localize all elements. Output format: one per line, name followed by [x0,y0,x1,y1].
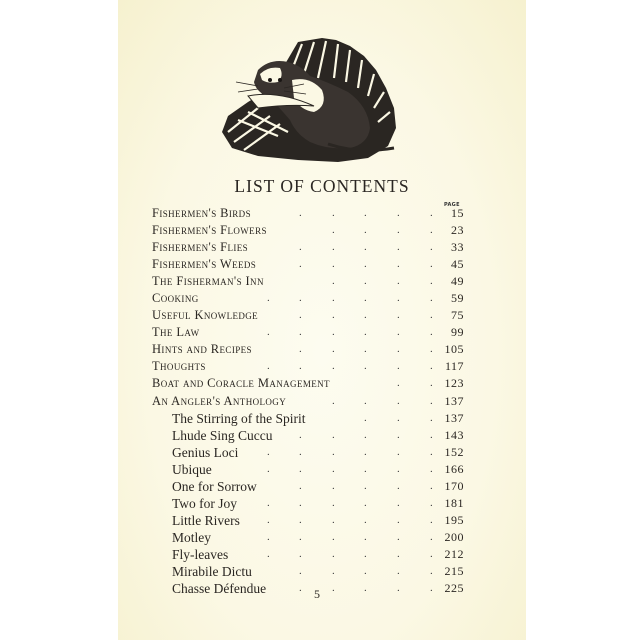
leader-dots: . . . . [332,275,433,288]
leader-dots: . . . . . [299,258,433,271]
toc-entry [152,512,464,529]
leader-dots: . . . . . [299,479,433,492]
toc-entry-page: 15 [451,206,464,220]
toc-entry [152,324,464,341]
toc-entry-title: Motley [172,529,211,545]
toc-entry-title: Thoughts [152,359,206,374]
leader-dots: . . . . . [299,207,433,219]
toc-entry-page: 33 [451,240,464,255]
toc-entry [152,290,464,307]
toc-entry-page: 49 [451,274,464,289]
toc-entry-title: One for Sorrow [172,478,257,494]
leader-dots: . . . . . . [267,530,433,543]
leader-dots: . . . . . . [267,326,433,339]
toc-entry-page: 166 [444,461,464,476]
toc-entry-page: 75 [451,308,464,323]
toc-entry-title: Lhude Sing Cuccu [172,427,273,443]
toc-entry-page: 215 [444,563,464,578]
toc-entry-page: 123 [444,376,464,391]
toc-entry [152,444,464,461]
toc-entry [152,478,464,495]
page-title: LIST OF CONTENTS [234,176,410,196]
toc-entry-title: Genius Loci [172,444,239,460]
leader-dots: . . . . . [299,564,433,577]
leader-dots: . . . . . . [267,360,433,373]
toc-entry-title: Boat and Coracle Management [152,376,330,391]
toc-entry-page: 181 [444,495,464,510]
toc-entry-title: The Fisherman's Inn [152,274,264,289]
leader-dots: . . . [364,411,433,424]
toc-entry-title: Chasse Défendue [172,581,267,597]
leader-dots: . . . . . . [267,513,433,526]
toc-entry-title: Little Rivers [172,512,240,528]
toc-entry-title: Fly-leaves [172,546,229,562]
toc-entry-title: Fishermen's Flies [152,240,249,255]
toc-entry-title: The Stirring of the Spirit [172,410,306,426]
toc-entry-page: 99 [451,325,464,340]
toc-entry-title: Hints and Recipes [152,342,252,357]
toc-entry-page: 225 [444,581,464,596]
toc-entry [152,341,464,358]
leader-dots: . . . . [332,224,433,237]
toc-entry-title: An Angler's Anthology [152,393,287,408]
page-number: 5 [314,587,320,601]
toc-entry-page: 117 [444,359,464,374]
toc-entry [152,546,464,563]
toc-entry-page: 137 [444,393,464,408]
leader-dots: . . . . . [299,343,433,356]
leader-dots: . . . . [332,394,433,407]
leader-dots: . . . . . . [267,445,433,458]
toc-entry [152,393,464,410]
leader-dots: . . . . . . [267,462,433,475]
toc-entry [152,410,464,427]
toc-entry-page: 23 [451,223,464,238]
toc-entry-title: Cooking [152,291,199,306]
weasel-engraving-icon [218,36,418,164]
toc-entry [152,461,464,478]
toc-entry [152,205,464,222]
leader-dots: . . . . . [299,309,433,322]
toc-entry-page: 137 [444,410,464,425]
toc-entry [152,529,464,546]
toc-entry [152,256,464,273]
toc-entry [152,563,464,580]
toc-entry [152,375,464,392]
toc-entry-title: The Law [152,325,200,340]
leader-dots: . . . . . . [267,547,433,560]
toc-entry [152,307,464,324]
leader-dots: . . [397,377,433,390]
toc-entry-title: Fishermen's Birds [152,206,251,220]
toc-entry-page: 200 [444,529,464,544]
leader-dots: . . . . . . [267,496,433,509]
leader-dots: . . . . . [299,582,433,595]
toc-entry-page: 105 [444,342,464,357]
toc-entry-title: Two for Joy [172,495,238,511]
table-of-contents [152,205,464,597]
toc-entry [152,222,464,239]
page-column-header: PAGE [444,202,460,208]
toc-entry-page: 195 [444,512,464,527]
toc-entry [152,427,464,444]
toc-entry [152,358,464,375]
toc-entry-page: 170 [444,478,464,493]
toc-entry-page: 59 [451,291,464,306]
toc-entry-title: Ubique [172,461,212,477]
toc-entry-title: Useful Knowledge [152,308,259,323]
leader-dots: . . . . . . [267,292,433,305]
toc-entry-title: Fishermen's Weeds [152,257,257,272]
leader-dots: . . . . . [299,241,433,254]
toc-entry [152,273,464,290]
toc-entry-page: 212 [444,546,464,561]
toc-entry-page: 45 [451,257,464,272]
toc-entry [152,239,464,256]
toc-entry-page: 152 [444,444,464,459]
toc-entry [152,495,464,512]
toc-entry-title: Mirabile Dictu [172,563,252,579]
toc-entry-title: Fishermen's Flowers [152,223,267,238]
toc-entry-page: 143 [444,427,464,442]
leader-dots: . . . . . [299,428,433,441]
toc-entry [152,580,464,597]
